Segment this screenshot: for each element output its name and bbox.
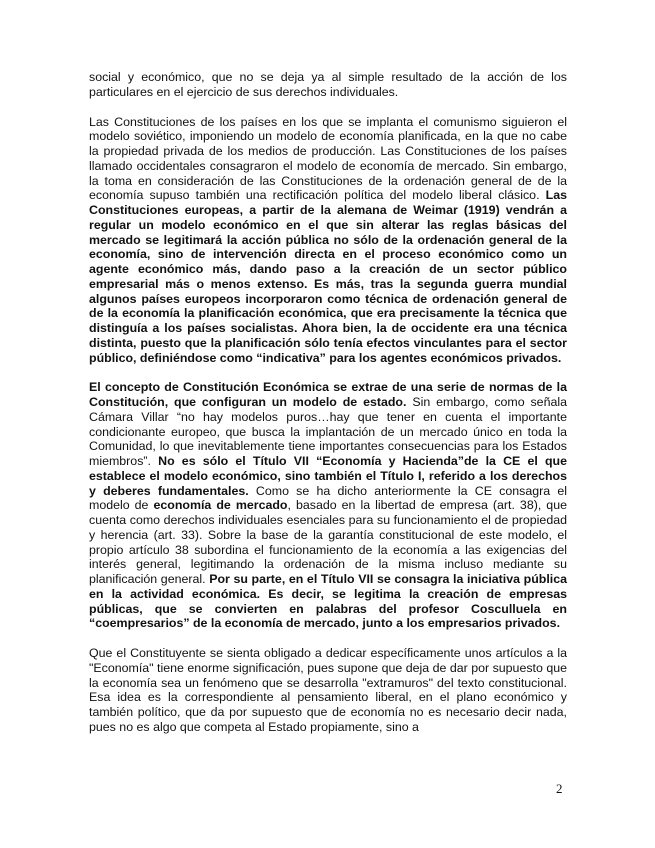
text-run: Las Constituciones de los países en los que se implanta el comunismo siguieron el modelo soviético, imponiendo un modelo de economía planificada, en la que no cabe la propiedad privada de los medios de producción. Las Constituciones de los países llamado occidentales consagraron el modelo de economía de mercado. Sin embargo, la toma en consideración de las Constituciones de la ordenación general de de la economía supuso también una rectificación política del modelo liberal clásico. [89, 114, 567, 203]
document-page [89, 70, 567, 750]
text-run: Sin embargo, como señala Cámara Villar “no hay modelos puros…hay que tener en cuenta el importante condicionante europeo, que busca la implantación de un mercado único en toda la Comunidad, lo que inevitablemente tiene importantes consecuencias para los Estados miembros”. [89, 395, 567, 468]
text-run: social y económico, que no se deja ya al simple resultado de la acción de los particulares en el ejercicio de sus derechos individuales. [89, 70, 567, 99]
paragraph-economic-constitution [89, 380, 567, 631]
text-run: Que el Constituyente se sienta obligado a dedicar específicamente unos artículos a la "Economía" tiene enorme significación, pues supone que deja de dar por supuesto que la economía sea un fenómeno que se desarrolla "extramuros" del texto constitucional. Esa idea es la correspondiente al pensamiento liberal, en el plano económico y también político, que da por supuesto que de economía no es necesario decir nada, pues no es algo que competa al Estado propiamente, sino a [89, 646, 567, 734]
text-run: Como se ha dicho anteriormente la CE consagra el modelo de [89, 483, 568, 513]
bold-text-run: Por su parte, en el Título VII se consagra la iniciativa pública en la actividad económica. Es decir, se legitima la creación de empresas públicas, que se convierten en palabras del profesor Cosculluela en “coempresarios” de la economía de mercado, junto a los empresarios privados. [89, 572, 567, 631]
paragraph-intro-continuation [89, 70, 567, 100]
bold-text-run: Las Constituciones europeas, a partir de la alemana de Weimar (1919) vendrán a regular un modelo económico en el que sin alterar las reglas básicas del mercado se legitimará la acción pública no sólo de la ordenación general de la economía, sino de intervención directa en el proceso económico como un agente económico más, dando paso a la creación de un sector público empresarial más o menos extenso. Es más, tras la segunda guerra mundial algunos países europeos incorporaron como técnica de ordenación general de de la economía la planificación económica, que era precisamente la técnica que distinguía a los países socialistas. Ahora bien, la de occidente era una técnica distinta, puesto que la planificación sólo tenía efectos vinculantes para el sector público, definiéndose como “indicativa” para los agentes económicos privados. [89, 188, 567, 365]
paragraph-constitutions [89, 115, 567, 366]
bold-text-run: No es sólo el Título VII “Economía y Hacienda”de la CE el que establece el modelo económico, sino también el Título I, referido a los derechos y deberes fundamentales. [89, 454, 567, 498]
bold-text-run: economía de mercado [153, 498, 288, 513]
text-run: , basado en la libertad de empresa (art. 38), que cuenta como derechos individuales esenciales para su funcionamiento el de propiedad y herencia (art. 33). Sobre la base de la garantía constitucional de este modelo, el propio artículo 38 subordina el funcionamiento de la economía a las exigencias del interés general, legitimando la ordenación de la misma incluso mediante su planificación general. [89, 498, 567, 586]
page-number: 2 [556, 781, 563, 796]
paragraph-constituent [89, 646, 567, 735]
bold-text-run: El concepto de Constitución Económica se extrae de una serie de normas de la Constitución, que configuran un modelo de estado. [89, 380, 567, 409]
